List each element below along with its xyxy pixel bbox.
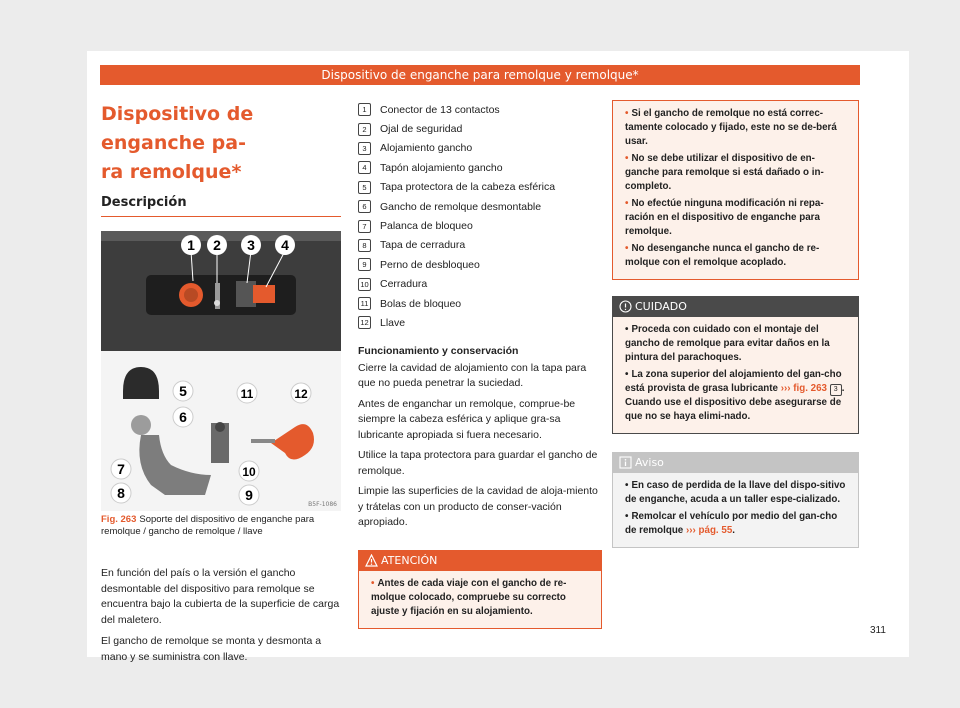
- info-circle-icon: [619, 300, 632, 313]
- cuidado-item: • Proceda con cuidado con el montaje del gancho de remolque para evitar daños en la pintura del parachoques.: [625, 324, 830, 363]
- legend-item: 2 Ojal de seguridad: [358, 119, 602, 138]
- atencion-box: [358, 550, 602, 629]
- connector-core: [184, 288, 198, 302]
- legend-item: 9 Perno de desbloqueo: [358, 255, 602, 274]
- cuidado-header: CUIDADO: [613, 297, 858, 317]
- svg-text:3: 3: [247, 237, 255, 253]
- figure-link[interactable]: ››› fig. 263: [780, 383, 828, 394]
- socket-plug: [253, 285, 275, 303]
- warning-item: • No efectúe ninguna modificación ni repa-ración en el dispositivo de enganche para remolque.: [625, 198, 824, 237]
- column-right: [612, 100, 859, 548]
- tow-hitch-illustration: [101, 231, 341, 511]
- warning-item: • No se debe utilizar el dispositivo de en-ganche para remolque si está dañado o in-completo.: [625, 153, 824, 192]
- funcionamiento-paragraph-2: Antes de enganchar un remolque, comprue-be siempre la cabeza esférica y aplique gra-sa lubricante apropiada si fuera necesario.: [358, 397, 576, 441]
- atencion-item: • Antes de cada viaje con el gancho de re-molque colocado, compruebe su correcto ajuste y fijación en su alojamiento.: [371, 578, 567, 617]
- svg-text:8: 8: [117, 485, 125, 501]
- legend-item: 11 Bolas de bloqueo: [358, 294, 602, 313]
- aviso-header: Aviso: [613, 453, 858, 473]
- page-header: Dispositivo de enganche para remolque y remolque*: [100, 65, 860, 85]
- safety-eye-ring: [214, 300, 220, 306]
- svg-text:9: 9: [245, 487, 253, 503]
- cuidado-box: [612, 296, 859, 434]
- figure-ref: Fig. 263: [101, 514, 137, 525]
- aviso-item: • En caso de perdida de la llave del dispo-sitivo de enganche, acuda a un taller espe-cializado.: [625, 480, 846, 505]
- legend-item: 1 Conector de 13 contactos: [358, 100, 602, 119]
- section-subtitle: Descripción: [101, 195, 341, 217]
- legend-item: 5 Tapa protectora de la cabeza esférica: [358, 178, 602, 197]
- svg-text:4: 4: [281, 237, 289, 253]
- atencion-body: [359, 571, 601, 628]
- svg-text:7: 7: [117, 461, 125, 477]
- info-square-icon: [619, 456, 632, 469]
- figure-263: [101, 231, 341, 511]
- legend-item: 12 Llave: [358, 313, 602, 332]
- svg-text:2: 2: [213, 237, 221, 253]
- column-left: [101, 100, 341, 671]
- aviso-item: • Remolcar el vehículo por medio del gan-cho de remolque ››› pág. 55.: [625, 511, 838, 536]
- page-link[interactable]: ››› pág. 55: [686, 525, 733, 536]
- legend-item: 8 Tapa de cerradura: [358, 236, 602, 255]
- atencion-header: ATENCIÓN: [359, 551, 601, 571]
- warning-item: • No desenganche nunca el gancho de re-molque con el remolque acoplado.: [625, 243, 820, 268]
- svg-text:5: 5: [179, 383, 187, 399]
- figure-code: B5F-1086: [308, 501, 337, 508]
- svg-text:6: 6: [179, 409, 187, 425]
- funcionamiento-heading: Funcionamiento y conservación: [358, 344, 519, 357]
- legend-item: 4 Tapón alojamiento gancho: [358, 158, 602, 177]
- cuidado-body: [613, 317, 858, 433]
- svg-text:11: 11: [240, 387, 254, 401]
- legend-list: [358, 100, 602, 333]
- aviso-body: [613, 473, 858, 547]
- warning-continuation-box: [612, 100, 859, 280]
- svg-text:12: 12: [294, 387, 308, 401]
- legend-item: 10 Cerradura: [358, 275, 602, 294]
- warning-triangle-icon: [365, 554, 378, 567]
- svg-text:10: 10: [242, 465, 256, 479]
- figure-caption: Fig. 263 Soporte del dispositivo de enganche para remolque / gancho de remolque / llave: [101, 514, 315, 537]
- funcionamiento-paragraph-4: Limpie las superficies de la cavidad de aloja-miento y trátelas con un producto de conser-vación apropiado.: [358, 485, 598, 529]
- legend-item: 7 Palanca de bloqueo: [358, 216, 602, 235]
- locking-balls: [215, 422, 225, 432]
- legend-item: 6 Gancho de remolque desmontable: [358, 197, 602, 216]
- intro-paragraph-1: En función del país o la versión el gancho desmontable del dispositivo para remolque se encuentra bajo la cubierta de la superficie de carga del maletero.: [101, 567, 340, 626]
- ball-head: [131, 415, 151, 435]
- aviso-box: [612, 452, 859, 548]
- column-middle: [358, 100, 602, 536]
- cuidado-item: • La zona superior del alojamiento del gan-cho está provista de grasa lubricante ››› fig. 263 3 . Cuando use el dispositivo debe asegurarse de que no se haya elimi-nado.: [625, 369, 845, 422]
- page-number: 311: [870, 625, 886, 636]
- funcionamiento-paragraph-3: Utilice la tapa protectora para guardar el gancho de remolque.: [358, 449, 598, 477]
- funcionamiento-paragraph-1: Cierre la cavidad de alojamiento con la tapa para que no pueda penetrar la suciedad.: [358, 361, 587, 390]
- svg-text:1: 1: [187, 237, 195, 253]
- warning-item: • Si el gancho de remolque no está correc-tamente colocado y fijado, este no se de-berá usar.: [625, 108, 837, 147]
- section-title: Dispositivo de enganche pa- ra remolque*: [101, 103, 254, 183]
- intro-paragraph-2: El gancho de remolque se monta y desmonta a mano y se suministra con llave.: [101, 635, 322, 663]
- legend-item: 3 Alojamiento gancho: [358, 139, 602, 158]
- key-blade: [251, 439, 275, 443]
- warning-continuation-body: [613, 101, 858, 279]
